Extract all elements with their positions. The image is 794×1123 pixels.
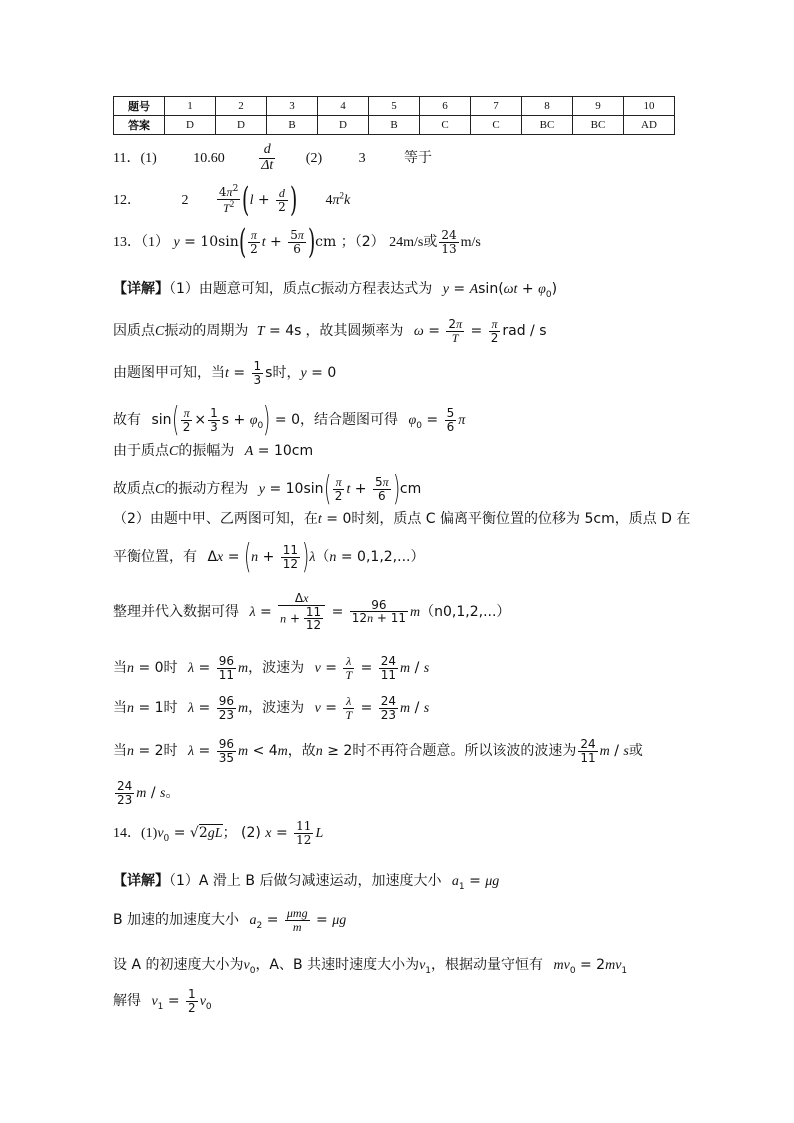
text: （1）由题意可知，质点 bbox=[169, 281, 311, 297]
detail-13-line-13: $\frac{24}{23}$ m / s。 bbox=[117, 779, 180, 807]
text: （2）由题中甲、乙两图可知，在 bbox=[113, 511, 318, 527]
text: ，波速为 bbox=[248, 660, 305, 677]
answer-cell: D bbox=[318, 116, 369, 135]
text: 由于质点 bbox=[113, 443, 169, 459]
question-number: 1 bbox=[165, 97, 216, 116]
q13-label: 13．（1） bbox=[113, 235, 169, 250]
text: ，A、B 共速时速度大小为 bbox=[255, 957, 420, 973]
q13-formula-3: $\frac{24}{13}$ bbox=[441, 227, 457, 256]
q13-or: 或 bbox=[423, 234, 438, 250]
q13-formula-1: y = 10sin( $\frac{\pi}{2}$ t + $\frac{5\pi}{6}$ )cm bbox=[173, 222, 337, 262]
question-number: 9 bbox=[573, 97, 624, 116]
question-number: 4 bbox=[318, 97, 369, 116]
q12-label: 12． bbox=[113, 193, 141, 208]
table-row bbox=[114, 97, 675, 116]
answer-cell: D bbox=[165, 116, 216, 135]
detail-13-line-6: 故质点C的振动方程为 y = 10sin( $\frac{\pi}{2}$ t + $\frac{5\pi}{6}$ )cm bbox=[113, 469, 422, 509]
text: 设 A 的初速度大小为 bbox=[113, 957, 244, 973]
detail-13-line-1: 【详解】（1）由题意可知，质点C振动方程表达式为 $y = Asin(\omega t + \varphi_0)$ bbox=[113, 281, 558, 300]
question-number: 3 bbox=[267, 97, 318, 116]
question-number: 2 bbox=[216, 97, 267, 116]
text: 时 bbox=[163, 660, 178, 677]
detail-14-line-3: 设 A 的初速度大小为$v_0$，A、B 共速时速度大小为$v_1$，根据动量守恒有 $mv_0 = 2mv_1$ bbox=[113, 957, 628, 976]
answer-line-13: 13．（1） y = 10sin( $\frac{\pi}{2}$ t + $\frac{5\pi}{6}$ )cm ；（2） 24m/s或 $\frac{24}{13}$ m/s bbox=[113, 222, 481, 262]
answer-cell: B bbox=[369, 116, 420, 135]
row-header-question: 题号 bbox=[114, 97, 165, 116]
text: （1）A 滑上 B 后做匀减速运动，加速度大小 bbox=[169, 873, 442, 889]
detail-bracket: 【详解】 bbox=[113, 281, 169, 297]
text: 整理并代入数据可得 bbox=[113, 603, 239, 620]
text: 当 bbox=[113, 700, 127, 717]
answer-cell: C bbox=[471, 116, 522, 135]
text: ，结合题图可得 bbox=[300, 412, 399, 428]
question-number: 5 bbox=[369, 97, 420, 116]
text: 当 bbox=[113, 660, 127, 677]
text: B 加速的加速度大小 bbox=[113, 912, 240, 929]
text: 时刻，质点 C 偏离平衡位置的位移为 5cm，质点 D 在 bbox=[351, 511, 691, 527]
question-number: 7 bbox=[471, 97, 522, 116]
text: 解得 bbox=[113, 993, 141, 1010]
detail-13-line-7: （2）由题中甲、乙两图可知，在t = 0时刻，质点 C 偏离平衡位置的位移为 5cm，质点 D 在 bbox=[113, 511, 691, 527]
detail-13-line-8: 平衡位置，有 Δx = (n + $\frac{11}{12}$ )λ（n = 0,1,2,...） bbox=[113, 537, 425, 577]
row-header-answer: 答案 bbox=[114, 116, 165, 135]
q11-label: 11．(1) bbox=[113, 151, 157, 167]
text: 当 bbox=[113, 743, 127, 760]
answer-line-11 bbox=[113, 143, 432, 173]
answer-cell: BC bbox=[573, 116, 624, 135]
text: 。 bbox=[165, 785, 180, 802]
question-number: 10 bbox=[624, 97, 675, 116]
text: 时， bbox=[272, 365, 301, 382]
detail-13-line-4: 故有 sin( $\frac{\pi}{2}$ × $\frac{1}{3}$ $s + \varphi_0) = 0$，结合题图可得 $\varphi_0$ = $\frac{5}{6}$ π bbox=[113, 400, 466, 440]
answer-line-12 bbox=[113, 180, 351, 220]
text: 故质点 bbox=[113, 481, 155, 497]
detail-13-line-10: 当n = 0时 λ = $\frac{96}{11}$ m，波速为 v = $\frac{\lambda}{T}$ = $\frac{24}{11}$ m / s bbox=[113, 654, 430, 682]
question-number: 8 bbox=[522, 97, 573, 116]
answer-cell: BC bbox=[522, 116, 573, 135]
detail-13-line-2: 因质点C振动的周期为 T = 4s ，故其圆频率为 ω = $\frac{2\pi}{T}$ = $\frac{\pi}{2}$ rad / s bbox=[113, 317, 547, 345]
text: 振动方程表达式为 bbox=[320, 281, 433, 297]
detail-13-line-9: 整理并代入数据可得 λ = Δx n + $\frac{11}{12}$ = $\frac{96}{12n + 11}$ m（n0,1,2,...） bbox=[113, 591, 511, 633]
detail-13-line-5: 由于质点C的振幅为 A = 10cm bbox=[113, 443, 314, 459]
answer-cell: D bbox=[216, 116, 267, 135]
q11-part2: (2) bbox=[305, 151, 323, 167]
text: 时 bbox=[163, 700, 178, 717]
q14-label: 14．(1) bbox=[113, 826, 158, 842]
q11-value-2: 3 bbox=[358, 151, 366, 167]
text: 的振动方程为 bbox=[164, 481, 249, 497]
text: 因质点 bbox=[113, 323, 155, 340]
answer-table bbox=[113, 96, 675, 135]
text: 故有 bbox=[113, 412, 141, 428]
text: 时不再符合题意。所以该波的波速为 bbox=[352, 743, 577, 760]
q11-value-1: 10.60 bbox=[193, 151, 225, 167]
q12-value-1: 2 bbox=[181, 193, 189, 208]
text: 振动的周期为 bbox=[164, 323, 249, 340]
text: ，故 bbox=[287, 743, 316, 760]
text: ，波速为 bbox=[248, 700, 305, 717]
q11-word: 等于 bbox=[404, 150, 433, 167]
answer-cell: C bbox=[420, 116, 471, 135]
text: 平衡位置，有 bbox=[113, 549, 197, 565]
text: ，故其圆频率为 bbox=[305, 323, 404, 340]
q12-value-3: $4\pi^2k$ bbox=[325, 190, 351, 208]
answer-cell: AD bbox=[624, 116, 675, 135]
detail-14-line-2: B 加速的加速度大小 $a_2$ = $\frac{\text{μmg}}{m}$ = μg bbox=[113, 906, 347, 934]
table-row bbox=[114, 116, 675, 135]
text: ，根据动量守恒有 bbox=[431, 957, 544, 973]
question-number: 6 bbox=[420, 97, 471, 116]
detail-13-line-3: 由题图甲可知，当t = $\frac{1}{3}$ s时，y = 0 bbox=[113, 359, 337, 387]
q14-sep: ； (2) bbox=[222, 825, 261, 842]
text: 由题图甲可知，当 bbox=[113, 365, 225, 382]
detail-13-line-12: 当n = 2时 λ = $\frac{96}{35}$ m < 4m，故n ≥ 2时不再符合题意。所以该波的波速为 $\frac{24}{11}$ m / s或 bbox=[113, 737, 643, 765]
q11-formula: $\frac{d}{\Delta t}$ bbox=[261, 142, 274, 173]
text: 的振幅为 bbox=[178, 443, 235, 459]
q12-formula: $\frac{4\pi^2}{T^2}$ (l + $\frac{d}{2}$ ) bbox=[218, 180, 298, 220]
detail-14-line-1: 【详解】（1）A 滑上 B 后做匀减速运动，加速度大小 $a_1 = \mu g$ bbox=[113, 873, 500, 892]
q13-sep: ；（2） bbox=[340, 234, 385, 250]
detail-13-line-11: 当n = 1时 λ = $\frac{96}{23}$ m，波速为 v = $\frac{\lambda}{T}$ = $\frac{24}{23}$ m / s bbox=[113, 694, 430, 722]
answer-cell: B bbox=[267, 116, 318, 135]
text: 时 bbox=[163, 743, 178, 760]
detail-14-line-4: 解得 $v_1$ = $\frac{1}{2}$ $v_0$ bbox=[113, 987, 212, 1015]
q13-formula-2: 24m/s bbox=[389, 235, 424, 250]
text: 或 bbox=[628, 743, 643, 760]
answer-line-14: 14．$(1)v_0 = √2gL$； (2) x = $\frac{11}{12}$ L bbox=[113, 819, 324, 847]
detail-bracket: 【详解】 bbox=[113, 873, 169, 889]
